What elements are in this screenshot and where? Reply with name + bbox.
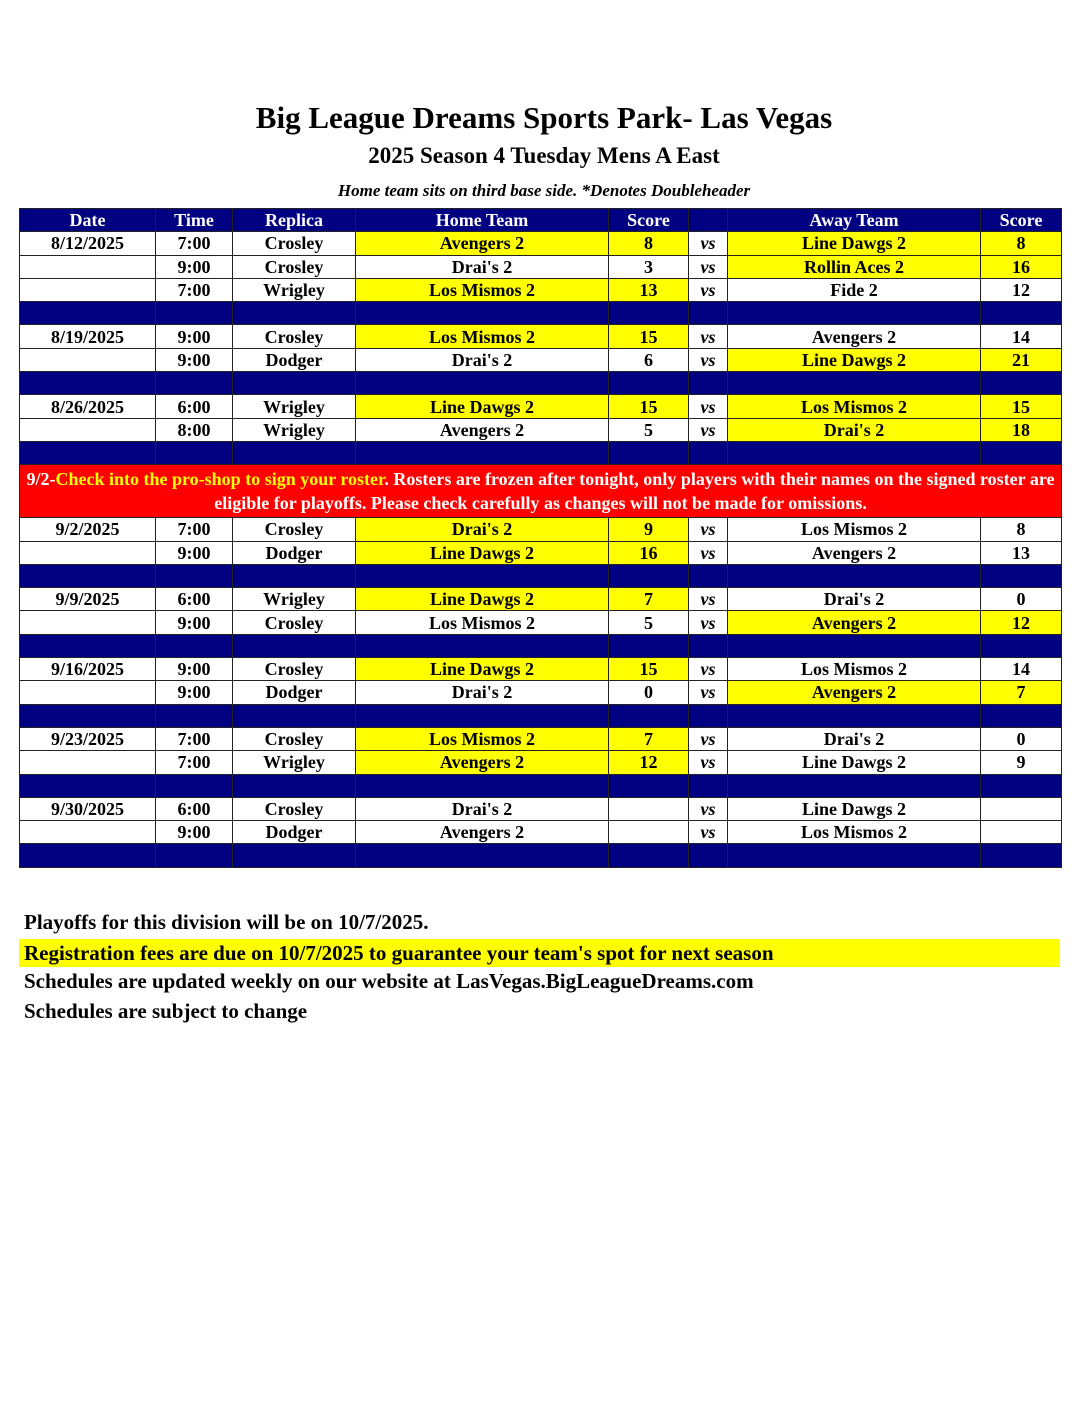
away-team: Line Dawgs 2 bbox=[728, 797, 981, 820]
away-team: Drai's 2 bbox=[728, 727, 981, 750]
separator-cell bbox=[233, 372, 356, 395]
away-score: 13 bbox=[981, 541, 1062, 564]
home-team: Drai's 2 bbox=[356, 797, 609, 820]
away-score: 12 bbox=[981, 611, 1062, 634]
vs-label: vs bbox=[689, 681, 728, 704]
home-score: 5 bbox=[609, 418, 689, 441]
away-score: 18 bbox=[981, 418, 1062, 441]
game-date bbox=[20, 541, 156, 564]
vs-label: vs bbox=[689, 395, 728, 418]
separator-cell bbox=[233, 564, 356, 587]
col-header-replica: Replica bbox=[233, 209, 356, 232]
schedule-table bbox=[19, 208, 1062, 868]
separator-cell bbox=[156, 372, 233, 395]
away-team: Fide 2 bbox=[728, 278, 981, 301]
separator-cell bbox=[728, 441, 981, 464]
vs-label: vs bbox=[689, 348, 728, 371]
separator-cell bbox=[728, 372, 981, 395]
home-team: Line Dawgs 2 bbox=[356, 658, 609, 681]
separator-row bbox=[20, 564, 1062, 587]
home-score: 8 bbox=[609, 232, 689, 255]
vs-label: vs bbox=[689, 821, 728, 844]
away-team: Rollin Aces 2 bbox=[728, 255, 981, 278]
separator-row bbox=[20, 302, 1062, 325]
separator-cell bbox=[156, 564, 233, 587]
col-header-home-score: Score bbox=[609, 209, 689, 232]
vs-label: vs bbox=[689, 518, 728, 541]
separator-cell bbox=[20, 564, 156, 587]
separator-row bbox=[20, 704, 1062, 727]
separator-cell bbox=[233, 634, 356, 657]
home-score: 12 bbox=[609, 751, 689, 774]
away-team: Line Dawgs 2 bbox=[728, 348, 981, 371]
separator-cell bbox=[356, 634, 609, 657]
game-date: 9/30/2025 bbox=[20, 797, 156, 820]
vs-label: vs bbox=[689, 325, 728, 348]
separator-cell bbox=[233, 302, 356, 325]
vs-label: vs bbox=[689, 278, 728, 301]
separator-cell bbox=[356, 774, 609, 797]
home-team: Drai's 2 bbox=[356, 681, 609, 704]
vs-label: vs bbox=[689, 232, 728, 255]
game-date bbox=[20, 348, 156, 371]
registration-note: Registration fees are due on 10/7/2025 to guarantee your team's spot for next season bbox=[19, 939, 1060, 967]
game-row bbox=[20, 325, 1062, 348]
home-score: 5 bbox=[609, 611, 689, 634]
separator-cell bbox=[981, 564, 1062, 587]
home-team: Line Dawgs 2 bbox=[356, 588, 609, 611]
page-title: Big League Dreams Sports Park- Las Vegas bbox=[255, 100, 833, 135]
game-date: 8/26/2025 bbox=[20, 395, 156, 418]
away-score: 16 bbox=[981, 255, 1062, 278]
separator-cell bbox=[689, 844, 728, 867]
separator-cell bbox=[156, 634, 233, 657]
separator-row bbox=[20, 634, 1062, 657]
away-score bbox=[981, 821, 1062, 844]
home-score: 15 bbox=[609, 395, 689, 418]
game-time: 9:00 bbox=[156, 821, 233, 844]
separator-cell bbox=[689, 774, 728, 797]
away-team: Drai's 2 bbox=[728, 418, 981, 441]
away-team: Avengers 2 bbox=[728, 611, 981, 634]
col-header-vs bbox=[689, 209, 728, 232]
home-score: 15 bbox=[609, 658, 689, 681]
game-time: 7:00 bbox=[156, 751, 233, 774]
separator-cell bbox=[981, 634, 1062, 657]
vs-label: vs bbox=[689, 658, 728, 681]
separator-cell bbox=[728, 844, 981, 867]
separator-cell bbox=[233, 441, 356, 464]
separator-cell bbox=[609, 774, 689, 797]
separator-cell bbox=[609, 441, 689, 464]
away-team: Line Dawgs 2 bbox=[728, 751, 981, 774]
game-time: 9:00 bbox=[156, 681, 233, 704]
vs-label: vs bbox=[689, 727, 728, 750]
home-team: Los Mismos 2 bbox=[356, 325, 609, 348]
separator-cell bbox=[981, 704, 1062, 727]
separator-cell bbox=[156, 774, 233, 797]
game-field: Wrigley bbox=[233, 278, 356, 301]
separator-cell bbox=[609, 844, 689, 867]
separator-row bbox=[20, 774, 1062, 797]
separator-cell bbox=[233, 704, 356, 727]
vs-label: vs bbox=[689, 751, 728, 774]
game-row bbox=[20, 658, 1062, 681]
separator-cell bbox=[156, 302, 233, 325]
separator-cell bbox=[609, 704, 689, 727]
home-score: 16 bbox=[609, 541, 689, 564]
game-time: 7:00 bbox=[156, 727, 233, 750]
away-team: Los Mismos 2 bbox=[728, 395, 981, 418]
separator-cell bbox=[156, 844, 233, 867]
game-time: 9:00 bbox=[156, 255, 233, 278]
game-date: 8/12/2025 bbox=[20, 232, 156, 255]
separator-cell bbox=[689, 704, 728, 727]
home-score: 15 bbox=[609, 325, 689, 348]
game-field: Wrigley bbox=[233, 418, 356, 441]
col-header-time: Time bbox=[156, 209, 233, 232]
separator-cell bbox=[728, 302, 981, 325]
page-subtitle: 2025 Season 4 Tuesday Mens A East bbox=[368, 143, 720, 168]
game-time: 8:00 bbox=[156, 418, 233, 441]
game-row bbox=[20, 348, 1062, 371]
game-row bbox=[20, 278, 1062, 301]
table-header-row bbox=[20, 209, 1062, 232]
game-time: 6:00 bbox=[156, 588, 233, 611]
game-row bbox=[20, 541, 1062, 564]
away-score: 14 bbox=[981, 325, 1062, 348]
away-team: Los Mismos 2 bbox=[728, 821, 981, 844]
separator-cell bbox=[20, 704, 156, 727]
separator-cell bbox=[156, 441, 233, 464]
game-time: 7:00 bbox=[156, 232, 233, 255]
separator-cell bbox=[689, 441, 728, 464]
vs-label: vs bbox=[689, 418, 728, 441]
separator-cell bbox=[981, 774, 1062, 797]
game-date bbox=[20, 681, 156, 704]
away-score: 0 bbox=[981, 727, 1062, 750]
game-field: Crosley bbox=[233, 797, 356, 820]
game-time: 9:00 bbox=[156, 325, 233, 348]
away-score: 15 bbox=[981, 395, 1062, 418]
home-team: Avengers 2 bbox=[356, 232, 609, 255]
game-row bbox=[20, 751, 1062, 774]
home-team: Los Mismos 2 bbox=[356, 278, 609, 301]
away-team: Los Mismos 2 bbox=[728, 658, 981, 681]
home-team: Drai's 2 bbox=[356, 348, 609, 371]
separator-cell bbox=[356, 441, 609, 464]
separator-cell bbox=[609, 372, 689, 395]
separator-cell bbox=[356, 704, 609, 727]
away-team: Avengers 2 bbox=[728, 541, 981, 564]
vs-label: vs bbox=[689, 541, 728, 564]
away-score: 0 bbox=[981, 588, 1062, 611]
home-team: Line Dawgs 2 bbox=[356, 541, 609, 564]
away-team: Line Dawgs 2 bbox=[728, 232, 981, 255]
game-field: Wrigley bbox=[233, 751, 356, 774]
away-score bbox=[981, 797, 1062, 820]
game-row bbox=[20, 727, 1062, 750]
game-time: 7:00 bbox=[156, 518, 233, 541]
separator-cell bbox=[689, 372, 728, 395]
home-score: 9 bbox=[609, 518, 689, 541]
separator-cell bbox=[981, 302, 1062, 325]
game-field: Crosley bbox=[233, 232, 356, 255]
game-row bbox=[20, 518, 1062, 541]
home-score: 7 bbox=[609, 727, 689, 750]
separator-cell bbox=[609, 634, 689, 657]
home-score: 6 bbox=[609, 348, 689, 371]
game-time: 9:00 bbox=[156, 348, 233, 371]
away-score: 8 bbox=[981, 518, 1062, 541]
away-score: 21 bbox=[981, 348, 1062, 371]
home-score: 7 bbox=[609, 588, 689, 611]
home-score bbox=[609, 821, 689, 844]
home-team: Avengers 2 bbox=[356, 418, 609, 441]
game-date: 8/19/2025 bbox=[20, 325, 156, 348]
separator-cell bbox=[233, 774, 356, 797]
away-score: 9 bbox=[981, 751, 1062, 774]
game-time: 9:00 bbox=[156, 658, 233, 681]
vs-label: vs bbox=[689, 797, 728, 820]
separator-cell bbox=[728, 774, 981, 797]
separator-cell bbox=[20, 774, 156, 797]
schedule-body bbox=[20, 232, 1062, 867]
away-score: 7 bbox=[981, 681, 1062, 704]
home-team: Drai's 2 bbox=[356, 255, 609, 278]
separator-cell bbox=[20, 441, 156, 464]
game-field: Crosley bbox=[233, 611, 356, 634]
game-field: Dodger bbox=[233, 541, 356, 564]
game-date: 9/2/2025 bbox=[20, 518, 156, 541]
separator-cell bbox=[609, 564, 689, 587]
separator-cell bbox=[609, 302, 689, 325]
separator-cell bbox=[728, 564, 981, 587]
game-date bbox=[20, 821, 156, 844]
game-time: 6:00 bbox=[156, 395, 233, 418]
website-note: Schedules are updated weekly on our website at LasVegas.BigLeagueDreams.com bbox=[24, 969, 754, 993]
game-row bbox=[20, 611, 1062, 634]
game-row bbox=[20, 588, 1062, 611]
game-date bbox=[20, 751, 156, 774]
vs-label: vs bbox=[689, 611, 728, 634]
separator-cell bbox=[689, 634, 728, 657]
separator-row bbox=[20, 844, 1062, 867]
schedule-note: Home team sits on third base side. *Denotes Doubleheader bbox=[337, 181, 751, 200]
game-row bbox=[20, 681, 1062, 704]
game-field: Wrigley bbox=[233, 395, 356, 418]
separator-cell bbox=[728, 704, 981, 727]
game-date bbox=[20, 611, 156, 634]
game-field: Crosley bbox=[233, 727, 356, 750]
vs-label: vs bbox=[689, 588, 728, 611]
game-row bbox=[20, 255, 1062, 278]
away-team: Drai's 2 bbox=[728, 588, 981, 611]
game-field: Crosley bbox=[233, 658, 356, 681]
game-row bbox=[20, 418, 1062, 441]
separator-cell bbox=[689, 564, 728, 587]
game-date: 9/16/2025 bbox=[20, 658, 156, 681]
game-field: Crosley bbox=[233, 255, 356, 278]
subject-to-change-note: Schedules are subject to change bbox=[24, 999, 308, 1023]
game-date: 9/23/2025 bbox=[20, 727, 156, 750]
game-date: 9/9/2025 bbox=[20, 588, 156, 611]
game-row bbox=[20, 797, 1062, 820]
col-header-away-team: Away Team bbox=[728, 209, 981, 232]
notice-row bbox=[20, 465, 1062, 518]
away-score: 8 bbox=[981, 232, 1062, 255]
notice-text: . Rosters are frozen after tonight, only players with their names on the signed roster are eligible for playoffs. Please check carefully as changes will not be made for omissions. bbox=[214, 469, 1055, 514]
separator-cell bbox=[356, 372, 609, 395]
away-team: Los Mismos 2 bbox=[728, 518, 981, 541]
home-team: Los Mismos 2 bbox=[356, 727, 609, 750]
notice-prefix: 9/2- bbox=[26, 469, 56, 490]
vs-label: vs bbox=[689, 255, 728, 278]
game-field: Crosley bbox=[233, 518, 356, 541]
away-team: Avengers 2 bbox=[728, 681, 981, 704]
game-field: Dodger bbox=[233, 348, 356, 371]
home-score: 3 bbox=[609, 255, 689, 278]
playoffs-note: Playoffs for this division will be on 10/7/2025. bbox=[24, 910, 429, 934]
game-field: Dodger bbox=[233, 821, 356, 844]
home-score: 13 bbox=[609, 278, 689, 301]
game-time: 9:00 bbox=[156, 611, 233, 634]
home-score: 0 bbox=[609, 681, 689, 704]
col-header-home-team: Home Team bbox=[356, 209, 609, 232]
separator-row bbox=[20, 441, 1062, 464]
separator-cell bbox=[356, 302, 609, 325]
home-team: Avengers 2 bbox=[356, 821, 609, 844]
game-row bbox=[20, 821, 1062, 844]
separator-cell bbox=[20, 302, 156, 325]
col-header-date: Date bbox=[20, 209, 156, 232]
separator-row bbox=[20, 372, 1062, 395]
notice-highlight: Check into the pro-shop to sign your roster bbox=[55, 469, 385, 490]
col-header-away-score: Score bbox=[981, 209, 1062, 232]
home-score bbox=[609, 797, 689, 820]
separator-cell bbox=[689, 302, 728, 325]
away-score: 14 bbox=[981, 658, 1062, 681]
separator-cell bbox=[356, 844, 609, 867]
separator-cell bbox=[981, 441, 1062, 464]
game-field: Wrigley bbox=[233, 588, 356, 611]
separator-cell bbox=[156, 704, 233, 727]
game-field: Crosley bbox=[233, 325, 356, 348]
separator-cell bbox=[233, 844, 356, 867]
away-score: 12 bbox=[981, 278, 1062, 301]
home-team: Los Mismos 2 bbox=[356, 611, 609, 634]
separator-cell bbox=[356, 564, 609, 587]
home-team: Drai's 2 bbox=[356, 518, 609, 541]
game-field: Dodger bbox=[233, 681, 356, 704]
separator-cell bbox=[728, 634, 981, 657]
separator-cell bbox=[20, 372, 156, 395]
game-row bbox=[20, 232, 1062, 255]
separator-cell bbox=[20, 634, 156, 657]
game-time: 9:00 bbox=[156, 541, 233, 564]
separator-cell bbox=[20, 844, 156, 867]
game-time: 6:00 bbox=[156, 797, 233, 820]
game-date bbox=[20, 418, 156, 441]
game-time: 7:00 bbox=[156, 278, 233, 301]
roster-notice bbox=[20, 465, 1062, 518]
separator-cell bbox=[981, 372, 1062, 395]
away-team: Avengers 2 bbox=[728, 325, 981, 348]
game-row bbox=[20, 395, 1062, 418]
separator-cell bbox=[981, 844, 1062, 867]
game-date bbox=[20, 255, 156, 278]
home-team: Avengers 2 bbox=[356, 751, 609, 774]
home-team: Line Dawgs 2 bbox=[356, 395, 609, 418]
game-date bbox=[20, 278, 156, 301]
